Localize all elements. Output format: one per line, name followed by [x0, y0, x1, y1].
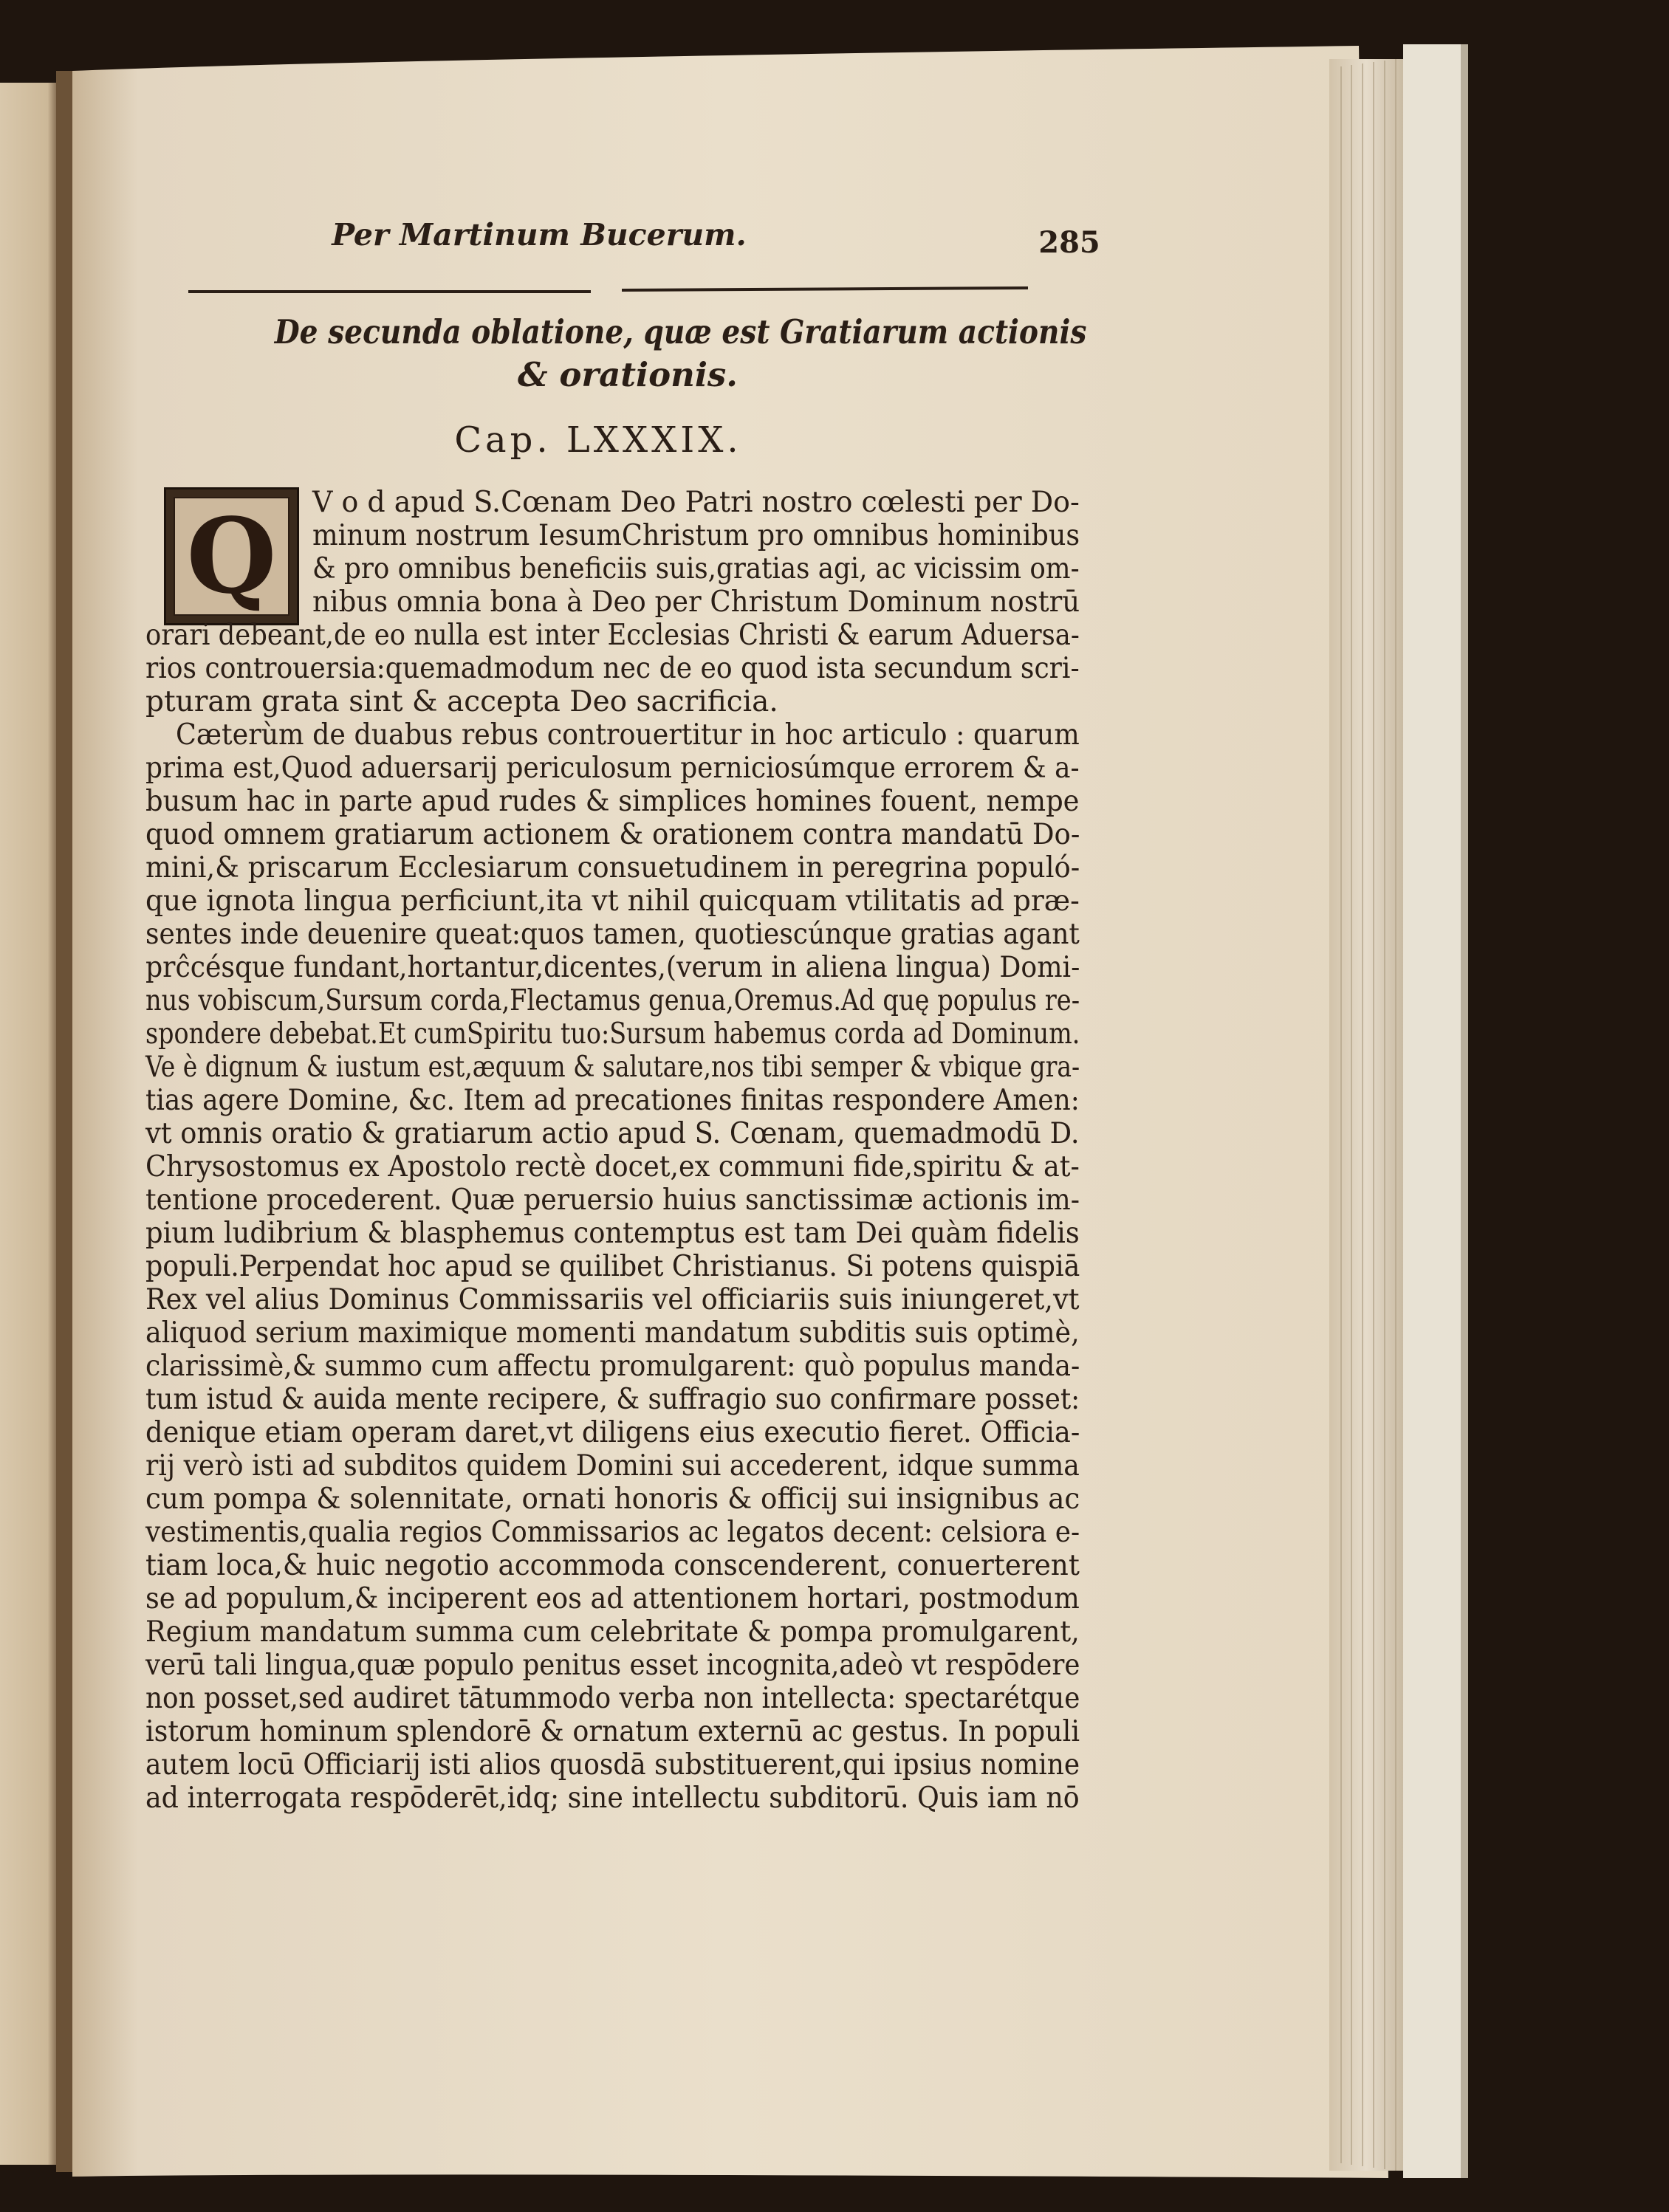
chapter-title-line-1: De secunda oblatione, quæ est Gratiarum actionis [274, 312, 1087, 351]
text-line: prima est,Quod aduersarij periculosum perniciosúmque errorem & a- [145, 752, 1080, 785]
text-line: Ve è dignum & iustum est,æquum & salutare,nos tibi semper & vbique gra- [145, 1051, 1080, 1084]
text-line: tiam loca,& huic negotio accommoda conscenderent, conuerterent [145, 1549, 1080, 1582]
text-line: rios controuersia:quemadmodum nec de eo quod ista secundum scri- [145, 652, 1080, 685]
drop-cap-ornament [174, 497, 289, 616]
text-line: verū tali lingua,quæ populo penitus esset incognita,adeò vt respōdere [145, 1649, 1080, 1682]
text-line: busum hac in parte apud rudes & simplices homines fouent, nempe [145, 785, 1080, 818]
text-line: se ad populum,& inciperent eos ad attentionem hortari, postmodum [145, 1582, 1080, 1615]
text-line: quod omnem gratiarum actionem & orationem contra mandatū Do- [145, 818, 1080, 851]
text-line: istorum hominum splendorē & ornatum externū ac gestus. In populi [145, 1715, 1080, 1748]
text-line: vt omnis oratio & gratiarum actio apud S. Cœnam, quemadmodū D. [145, 1117, 1080, 1150]
text-line: aliquod serium maximique momenti mandatum subditis suis optimè, [145, 1316, 1080, 1350]
text-line: rij verò isti ad subditos quidem Domini sui accederent, idque summa [145, 1449, 1080, 1483]
text-line: V o d apud S.Cœnam Deo Patri nostro cœlesti per Do- [312, 486, 1080, 519]
text-line: nibus omnia bona à Deo per Christum Dominum nostrū [312, 585, 1080, 619]
text-line: tum istud & auida mente recipere, & suffragio suo confirmare posset: [145, 1383, 1080, 1416]
text-line: vestimentis,qualia regios Commissarios ac legatos decent: celsiora e- [145, 1516, 1080, 1549]
text-line: pium ludibrium & blasphemus contemptus est tam Dei quàm fidelis [145, 1217, 1080, 1250]
chapter-number: Cap. LXXXIX. [454, 419, 742, 461]
text-line: orari debeant,de eo nulla est inter Ecclesias Christi & earum Aduersa- [145, 619, 1080, 652]
running-head: Per Martinum Bucerum. [332, 217, 747, 253]
page-number: 285 [1038, 225, 1100, 260]
text-line: ad interrogata respōderēt,idq; sine intellectu subditorū. Quis iam nō [145, 1782, 1080, 1815]
text-line: prĉcésque fundant,hortantur,dicentes,(verum in aliena lingua) Domi- [145, 951, 1080, 984]
text-line: tias agere Domine, &c. Item ad precationes finitas respondere Amen: [145, 1084, 1080, 1117]
text-line: & pro omnibus beneficiis suis,gratias agi, ac vicissim om- [312, 552, 1080, 585]
text-line: autem locū Officiarij isti alios quosdā substituerent,qui ipsius nomine [145, 1748, 1080, 1782]
left-page-fragment [0, 83, 56, 2165]
text-line: cum pompa & solennitate, ornati honoris & officij sui insignibus ac [145, 1483, 1080, 1516]
text-line: Regium mandatum summa cum celebritate & pompa promulgarent, [145, 1615, 1080, 1649]
text-line: spondere debebat.Et cumSpiritu tuo:Sursum habemus corda ad Dominum. [145, 1017, 1080, 1051]
text-line: non posset,sed audiret tātummodo verba non intellecta: spectarétque [145, 1682, 1080, 1715]
chapter-title-line-2: & orationis. [518, 355, 738, 394]
text-line: Rex vel alius Dominus Commissariis vel officiariis suis iniungeret,vt [145, 1283, 1080, 1316]
drop-cap-letter: Q [186, 495, 277, 617]
text-line: Cæterùm de duabus rebus controuertitur in hoc articulo : quarum [176, 718, 1080, 752]
text-line: tentione procederent. Quæ peruersio huius sanctissimæ actionis im- [145, 1184, 1080, 1217]
text-line: Chrysostomus ex Apostolo rectè docet,ex communi fide,spiritu & at- [145, 1150, 1080, 1184]
text-line: populi.Perpendat hoc apud se quilibet Christianus. Si potens quispiā [145, 1250, 1080, 1283]
text-line: que ignota lingua perficiunt,ita vt nihil quicquam vtilitatis ad præ- [145, 885, 1080, 918]
text-line: sentes inde deuenire queat:quos tamen, quotiescúnque gratias agant [145, 918, 1080, 951]
text-line: nus vobiscum,Sursum corda,Flectamus genua,Oremus.Ad quę populus re- [145, 984, 1080, 1017]
text-line: minum nostrum IesumChristum pro omnibus hominibus [312, 519, 1080, 552]
text-line: denique etiam operam daret,vt diligens eius executio fieret. Officia- [145, 1416, 1080, 1449]
text-line: clarissimè,& summo cum affectu promulgarent: quò populus manda- [145, 1350, 1080, 1383]
text-line: mini,& priscarum Ecclesiarum consuetudinem in peregrina populó- [145, 851, 1080, 885]
cover-board [1403, 44, 1462, 2178]
text-line: pturam grata sint & accepta Deo sacrificia. [145, 685, 778, 718]
ornamental-drop-cap [164, 487, 299, 625]
